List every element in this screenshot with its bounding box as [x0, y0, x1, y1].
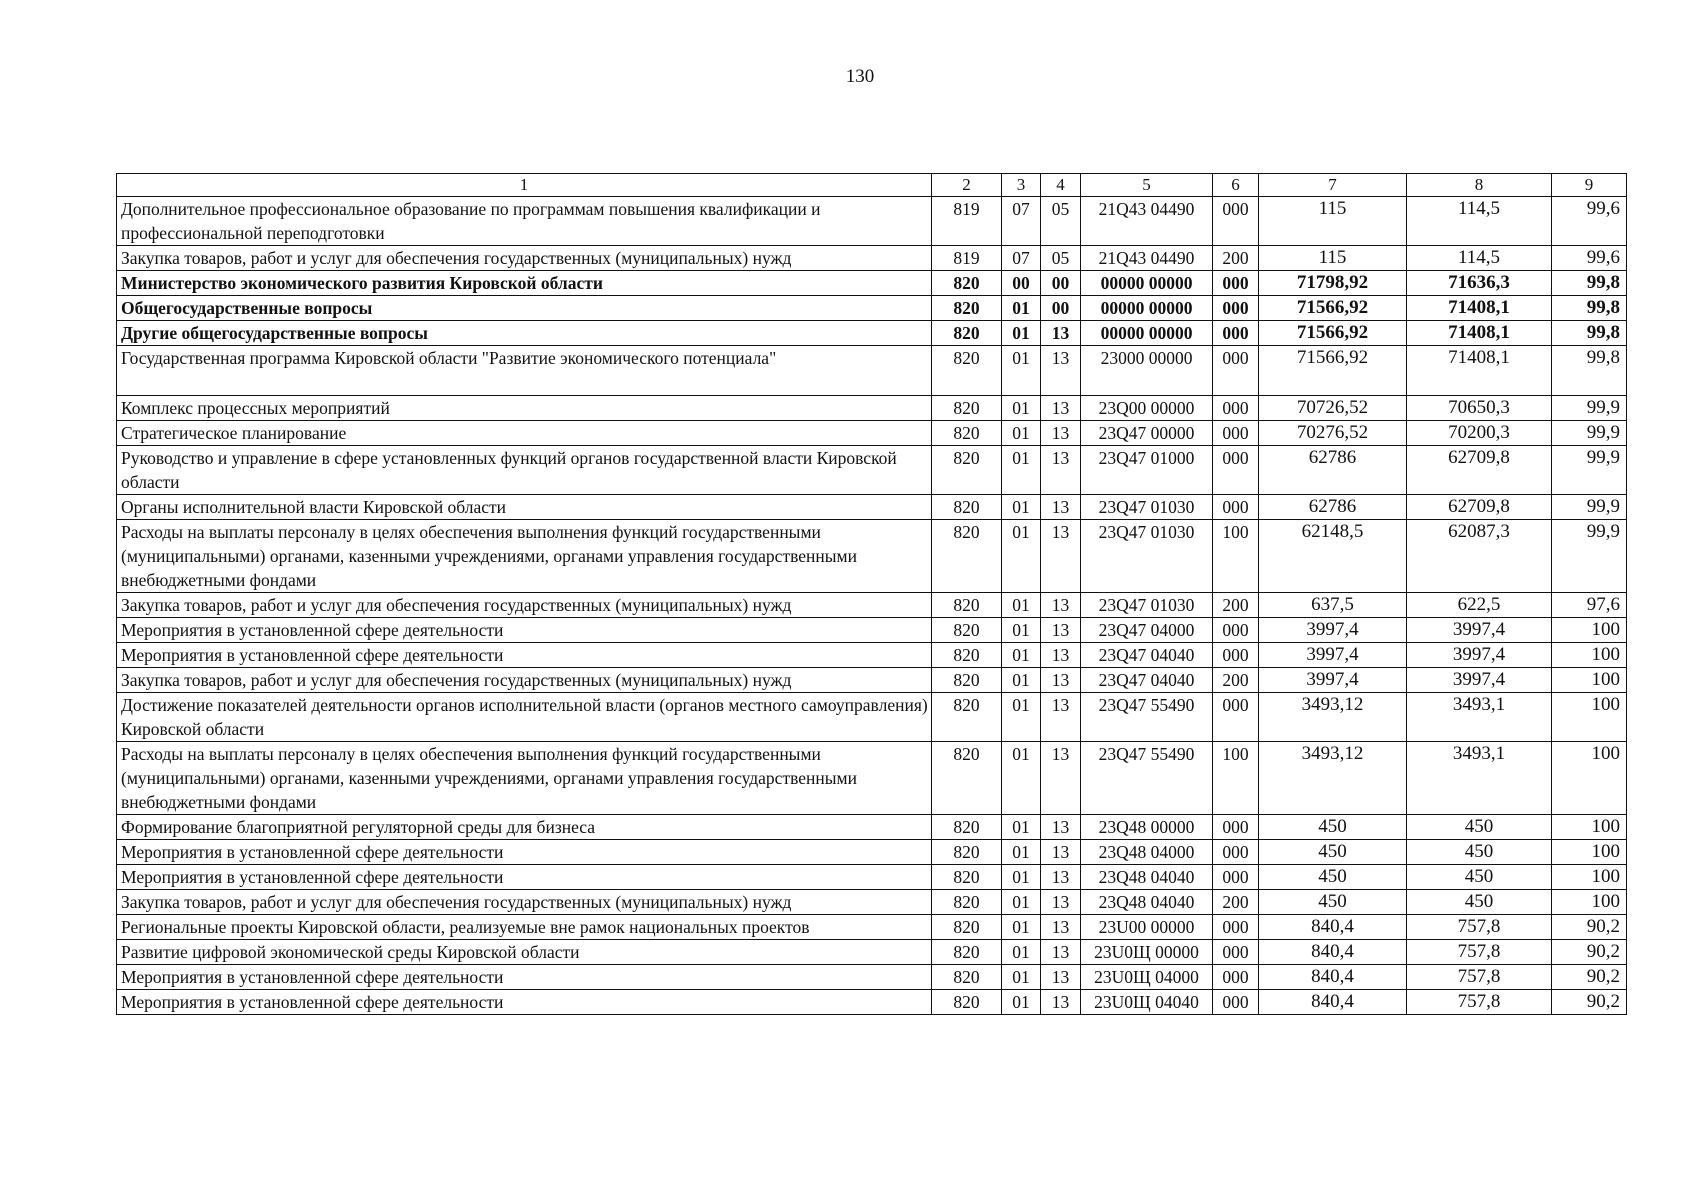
- executed-amount-cell: 450: [1407, 815, 1552, 840]
- row-name-cell: Достижение показателей деятельности органов исполнительной власти (органов местного самоуправления) Кировской области: [117, 693, 932, 742]
- expense-type-cell: 100: [1213, 520, 1259, 593]
- subsection-code-cell: 13: [1041, 495, 1081, 520]
- target-article-cell: 23U0Щ 04040: [1081, 990, 1213, 1015]
- subsection-code-cell: 13: [1041, 618, 1081, 643]
- subsection-code-cell: 13: [1041, 990, 1081, 1015]
- row-name-cell: Мероприятия в установленной сфере деятельности: [117, 965, 932, 990]
- table-row: [117, 815, 1627, 840]
- target-article-cell: 23Q48 04040: [1081, 865, 1213, 890]
- ministry-code-cell: 820: [932, 643, 1002, 668]
- expense-type-cell: 000: [1213, 940, 1259, 965]
- subsection-code-cell: 13: [1041, 815, 1081, 840]
- target-article-cell: 00000 00000: [1081, 321, 1213, 346]
- planned-amount-cell: 450: [1259, 865, 1407, 890]
- expense-type-cell: 200: [1213, 593, 1259, 618]
- table-row: [117, 965, 1627, 990]
- section-code-cell: 01: [1002, 593, 1041, 618]
- planned-amount-cell: 71566,92: [1259, 321, 1407, 346]
- execution-percent-cell: 90,2: [1552, 940, 1627, 965]
- execution-percent-cell: 100: [1552, 840, 1627, 865]
- section-code-cell: 01: [1002, 865, 1041, 890]
- planned-amount-cell: 450: [1259, 890, 1407, 915]
- ministry-code-cell: 820: [932, 668, 1002, 693]
- table-row: [117, 940, 1627, 965]
- execution-percent-cell: 99,6: [1552, 246, 1627, 271]
- executed-amount-cell: 62709,8: [1407, 495, 1552, 520]
- subsection-code-cell: 13: [1041, 668, 1081, 693]
- row-name-cell: Закупка товаров, работ и услуг для обеспечения государственных (муниципальных) нужд: [117, 668, 932, 693]
- executed-amount-cell: 71636,3: [1407, 271, 1552, 296]
- planned-amount-cell: 62786: [1259, 495, 1407, 520]
- row-name-cell: Мероприятия в установленной сфере деятельности: [117, 643, 932, 668]
- expense-type-cell: 200: [1213, 890, 1259, 915]
- row-name-cell: Закупка товаров, работ и услуг для обеспечения государственных (муниципальных) нужд: [117, 246, 932, 271]
- execution-percent-cell: 100: [1552, 618, 1627, 643]
- expense-type-cell: 200: [1213, 668, 1259, 693]
- table-row: [117, 446, 1627, 495]
- section-code-cell: 01: [1002, 815, 1041, 840]
- row-name-cell: Руководство и управление в сфере установленных функций органов государственной власти Кировской области: [117, 446, 932, 495]
- section-code-cell: 07: [1002, 246, 1041, 271]
- row-name-cell: Органы исполнительной власти Кировской области: [117, 495, 932, 520]
- section-code-cell: 01: [1002, 495, 1041, 520]
- target-article-cell: 23Q47 04040: [1081, 643, 1213, 668]
- planned-amount-cell: 71798,92: [1259, 271, 1407, 296]
- target-article-cell: 23Q47 55490: [1081, 742, 1213, 815]
- ministry-code-cell: 820: [932, 520, 1002, 593]
- executed-amount-cell: 114,5: [1407, 246, 1552, 271]
- table-row: [117, 396, 1627, 421]
- table-row: [117, 618, 1627, 643]
- executed-amount-cell: 757,8: [1407, 915, 1552, 940]
- execution-percent-cell: 99,9: [1552, 446, 1627, 495]
- expense-type-cell: 000: [1213, 271, 1259, 296]
- subsection-code-cell: 13: [1041, 446, 1081, 495]
- planned-amount-cell: 71566,92: [1259, 296, 1407, 321]
- execution-percent-cell: 90,2: [1552, 990, 1627, 1015]
- section-code-cell: 01: [1002, 990, 1041, 1015]
- planned-amount-cell: 115: [1259, 197, 1407, 246]
- section-code-cell: 01: [1002, 421, 1041, 446]
- section-code-cell: 01: [1002, 940, 1041, 965]
- execution-percent-cell: 99,8: [1552, 321, 1627, 346]
- subsection-code-cell: 13: [1041, 321, 1081, 346]
- subsection-code-cell: 13: [1041, 965, 1081, 990]
- target-article-cell: 23Q47 04000: [1081, 618, 1213, 643]
- target-article-cell: 23Q47 04040: [1081, 668, 1213, 693]
- ministry-code-cell: 820: [932, 742, 1002, 815]
- subsection-code-cell: 05: [1041, 246, 1081, 271]
- table-row: [117, 915, 1627, 940]
- expense-type-cell: 000: [1213, 815, 1259, 840]
- executed-amount-cell: 70200,3: [1407, 421, 1552, 446]
- target-article-cell: 23Q47 01030: [1081, 495, 1213, 520]
- subsection-code-cell: 13: [1041, 742, 1081, 815]
- row-name-cell: Министерство экономического развития Кировской области: [117, 271, 932, 296]
- target-article-cell: 23Q48 04000: [1081, 840, 1213, 865]
- table-row: [117, 840, 1627, 865]
- subsection-code-cell: 13: [1041, 520, 1081, 593]
- target-article-cell: 00000 00000: [1081, 296, 1213, 321]
- ministry-code-cell: 820: [932, 890, 1002, 915]
- expense-type-cell: 000: [1213, 446, 1259, 495]
- table-row: [117, 346, 1627, 396]
- ministry-code-cell: 820: [932, 815, 1002, 840]
- subsection-code-cell: 13: [1041, 915, 1081, 940]
- column-header-9: 9: [1552, 174, 1627, 197]
- subsection-code-cell: 00: [1041, 271, 1081, 296]
- table-row: [117, 742, 1627, 815]
- subsection-code-cell: 13: [1041, 346, 1081, 396]
- executed-amount-cell: 3997,4: [1407, 643, 1552, 668]
- executed-amount-cell: 757,8: [1407, 990, 1552, 1015]
- row-name-cell: Закупка товаров, работ и услуг для обеспечения государственных (муниципальных) нужд: [117, 593, 932, 618]
- ministry-code-cell: 820: [932, 915, 1002, 940]
- table-row: [117, 668, 1627, 693]
- ministry-code-cell: 820: [932, 321, 1002, 346]
- ministry-code-cell: 820: [932, 446, 1002, 495]
- planned-amount-cell: 637,5: [1259, 593, 1407, 618]
- expense-type-cell: 000: [1213, 693, 1259, 742]
- ministry-code-cell: 820: [932, 296, 1002, 321]
- planned-amount-cell: 62786: [1259, 446, 1407, 495]
- expense-type-cell: 000: [1213, 643, 1259, 668]
- executed-amount-cell: 3997,4: [1407, 618, 1552, 643]
- subsection-code-cell: 13: [1041, 643, 1081, 668]
- target-article-cell: 23Q47 00000: [1081, 421, 1213, 446]
- execution-percent-cell: 90,2: [1552, 965, 1627, 990]
- expense-type-cell: 000: [1213, 915, 1259, 940]
- column-header-8: 8: [1407, 174, 1552, 197]
- subsection-code-cell: 13: [1041, 693, 1081, 742]
- executed-amount-cell: 71408,1: [1407, 321, 1552, 346]
- header-row: [117, 174, 1627, 197]
- planned-amount-cell: 3997,4: [1259, 618, 1407, 643]
- target-article-cell: 23Q47 55490: [1081, 693, 1213, 742]
- target-article-cell: 00000 00000: [1081, 271, 1213, 296]
- executed-amount-cell: 71408,1: [1407, 296, 1552, 321]
- executed-amount-cell: 71408,1: [1407, 346, 1552, 396]
- ministry-code-cell: 820: [932, 840, 1002, 865]
- ministry-code-cell: 820: [932, 271, 1002, 296]
- target-article-cell: 23Q48 00000: [1081, 815, 1213, 840]
- column-header-1: 1: [117, 174, 932, 197]
- table-row: [117, 643, 1627, 668]
- table-row: [117, 246, 1627, 271]
- column-header-6: 6: [1213, 174, 1259, 197]
- column-header-7: 7: [1259, 174, 1407, 197]
- row-name-cell: Мероприятия в установленной сфере деятельности: [117, 865, 932, 890]
- planned-amount-cell: 70726,52: [1259, 396, 1407, 421]
- execution-percent-cell: 99,8: [1552, 296, 1627, 321]
- section-code-cell: 01: [1002, 890, 1041, 915]
- expense-type-cell: 000: [1213, 865, 1259, 890]
- ministry-code-cell: 820: [932, 346, 1002, 396]
- planned-amount-cell: 840,4: [1259, 990, 1407, 1015]
- section-code-cell: 00: [1002, 271, 1041, 296]
- planned-amount-cell: 840,4: [1259, 915, 1407, 940]
- section-code-cell: 01: [1002, 915, 1041, 940]
- execution-percent-cell: 100: [1552, 815, 1627, 840]
- planned-amount-cell: 3997,4: [1259, 643, 1407, 668]
- ministry-code-cell: 820: [932, 965, 1002, 990]
- expense-type-cell: 000: [1213, 421, 1259, 446]
- planned-amount-cell: 840,4: [1259, 940, 1407, 965]
- ministry-code-cell: 820: [932, 618, 1002, 643]
- planned-amount-cell: 71566,92: [1259, 346, 1407, 396]
- execution-percent-cell: 99,8: [1552, 271, 1627, 296]
- expense-type-cell: 100: [1213, 742, 1259, 815]
- row-name-cell: Дополнительное профессиональное образование по программам повышения квалификации и профессиональной переподготовки: [117, 197, 932, 246]
- page-number: 130: [845, 66, 875, 87]
- table-row: [117, 321, 1627, 346]
- target-article-cell: 21Q43 04490: [1081, 197, 1213, 246]
- planned-amount-cell: 450: [1259, 815, 1407, 840]
- section-code-cell: 01: [1002, 693, 1041, 742]
- row-name-cell: Мероприятия в установленной сфере деятельности: [117, 990, 932, 1015]
- executed-amount-cell: 450: [1407, 840, 1552, 865]
- expense-type-cell: 000: [1213, 965, 1259, 990]
- table-body: [117, 197, 1627, 1015]
- section-code-cell: 01: [1002, 396, 1041, 421]
- executed-amount-cell: 3493,1: [1407, 693, 1552, 742]
- ministry-code-cell: 820: [932, 396, 1002, 421]
- table-row: [117, 495, 1627, 520]
- expense-type-cell: 000: [1213, 197, 1259, 246]
- planned-amount-cell: 450: [1259, 840, 1407, 865]
- execution-percent-cell: 90,2: [1552, 915, 1627, 940]
- target-article-cell: 23U0Щ 00000: [1081, 940, 1213, 965]
- expense-type-cell: 000: [1213, 990, 1259, 1015]
- ministry-code-cell: 820: [932, 990, 1002, 1015]
- subsection-code-cell: 13: [1041, 396, 1081, 421]
- table-row: [117, 520, 1627, 593]
- execution-percent-cell: 100: [1552, 693, 1627, 742]
- execution-percent-cell: 99,6: [1552, 197, 1627, 246]
- budget-table: [116, 173, 1627, 1015]
- expense-type-cell: 000: [1213, 321, 1259, 346]
- target-article-cell: 23U0Щ 04000: [1081, 965, 1213, 990]
- row-name-cell: Расходы на выплаты персоналу в целях обеспечения выполнения функций государственными (муниципальными) органами, казенными учреждениями, органами управления государственными внебюджетными фондами: [117, 742, 932, 815]
- expense-type-cell: 000: [1213, 840, 1259, 865]
- subsection-code-cell: 13: [1041, 840, 1081, 865]
- row-name-cell: Комплекс процессных мероприятий: [117, 396, 932, 421]
- planned-amount-cell: 840,4: [1259, 965, 1407, 990]
- section-code-cell: 01: [1002, 446, 1041, 495]
- section-code-cell: 01: [1002, 742, 1041, 815]
- executed-amount-cell: 622,5: [1407, 593, 1552, 618]
- expense-type-cell: 000: [1213, 396, 1259, 421]
- ministry-code-cell: 820: [932, 940, 1002, 965]
- target-article-cell: 23Q47 01030: [1081, 520, 1213, 593]
- row-name-cell: Мероприятия в установленной сфере деятельности: [117, 618, 932, 643]
- section-code-cell: 01: [1002, 321, 1041, 346]
- executed-amount-cell: 757,8: [1407, 940, 1552, 965]
- target-article-cell: 23U00 00000: [1081, 915, 1213, 940]
- executed-amount-cell: 757,8: [1407, 965, 1552, 990]
- column-header-5: 5: [1081, 174, 1213, 197]
- column-header-4: 4: [1041, 174, 1081, 197]
- row-name-cell: Общегосударственные вопросы: [117, 296, 932, 321]
- table-row: [117, 593, 1627, 618]
- planned-amount-cell: 115: [1259, 246, 1407, 271]
- expense-type-cell: 000: [1213, 495, 1259, 520]
- target-article-cell: 23Q47 01030: [1081, 593, 1213, 618]
- expense-type-cell: 000: [1213, 296, 1259, 321]
- planned-amount-cell: 3493,12: [1259, 742, 1407, 815]
- row-name-cell: Формирование благоприятной регуляторной среды для бизнеса: [117, 815, 932, 840]
- ministry-code-cell: 820: [932, 865, 1002, 890]
- row-name-cell: Региональные проекты Кировской области, реализуемые вне рамок национальных проектов: [117, 915, 932, 940]
- planned-amount-cell: 62148,5: [1259, 520, 1407, 593]
- target-article-cell: 23000 00000: [1081, 346, 1213, 396]
- target-article-cell: 23Q00 00000: [1081, 396, 1213, 421]
- subsection-code-cell: 13: [1041, 593, 1081, 618]
- table-row: [117, 865, 1627, 890]
- row-name-cell: Развитие цифровой экономической среды Кировской области: [117, 940, 932, 965]
- ministry-code-cell: 819: [932, 197, 1002, 246]
- execution-percent-cell: 99,9: [1552, 421, 1627, 446]
- ministry-code-cell: 820: [932, 421, 1002, 446]
- subsection-code-cell: 05: [1041, 197, 1081, 246]
- executed-amount-cell: 450: [1407, 865, 1552, 890]
- column-header-2: 2: [932, 174, 1002, 197]
- table-row: [117, 271, 1627, 296]
- row-name-cell: Расходы на выплаты персоналу в целях обеспечения выполнения функций государственными (муниципальными) органами, казенными учреждениями, органами управления государственными внебюджетными фондами: [117, 520, 932, 593]
- execution-percent-cell: 99,9: [1552, 520, 1627, 593]
- ministry-code-cell: 820: [932, 495, 1002, 520]
- table-row: [117, 693, 1627, 742]
- executed-amount-cell: 114,5: [1407, 197, 1552, 246]
- executed-amount-cell: 3997,4: [1407, 668, 1552, 693]
- section-code-cell: 01: [1002, 965, 1041, 990]
- executed-amount-cell: 3493,1: [1407, 742, 1552, 815]
- planned-amount-cell: 70276,52: [1259, 421, 1407, 446]
- ministry-code-cell: 820: [932, 693, 1002, 742]
- execution-percent-cell: 99,9: [1552, 396, 1627, 421]
- execution-percent-cell: 100: [1552, 643, 1627, 668]
- row-name-cell: Государственная программа Кировской области "Развитие экономического потенциала": [117, 346, 932, 396]
- ministry-code-cell: 820: [932, 593, 1002, 618]
- column-header-3: 3: [1002, 174, 1041, 197]
- execution-percent-cell: 100: [1552, 668, 1627, 693]
- executed-amount-cell: 70650,3: [1407, 396, 1552, 421]
- execution-percent-cell: 99,9: [1552, 495, 1627, 520]
- section-code-cell: 01: [1002, 296, 1041, 321]
- execution-percent-cell: 100: [1552, 890, 1627, 915]
- row-name-cell: Стратегическое планирование: [117, 421, 932, 446]
- section-code-cell: 01: [1002, 668, 1041, 693]
- expense-type-cell: 200: [1213, 246, 1259, 271]
- executed-amount-cell: 62709,8: [1407, 446, 1552, 495]
- target-article-cell: 21Q43 04490: [1081, 246, 1213, 271]
- section-code-cell: 01: [1002, 618, 1041, 643]
- table-row: [117, 990, 1627, 1015]
- table-row: [117, 890, 1627, 915]
- subsection-code-cell: 13: [1041, 890, 1081, 915]
- execution-percent-cell: 97,6: [1552, 593, 1627, 618]
- section-code-cell: 01: [1002, 520, 1041, 593]
- section-code-cell: 01: [1002, 346, 1041, 396]
- planned-amount-cell: 3997,4: [1259, 668, 1407, 693]
- target-article-cell: 23Q47 01000: [1081, 446, 1213, 495]
- table-row: [117, 197, 1627, 246]
- table-row: [117, 296, 1627, 321]
- row-name-cell: Закупка товаров, работ и услуг для обеспечения государственных (муниципальных) нужд: [117, 890, 932, 915]
- planned-amount-cell: 3493,12: [1259, 693, 1407, 742]
- ministry-code-cell: 819: [932, 246, 1002, 271]
- subsection-code-cell: 13: [1041, 421, 1081, 446]
- section-code-cell: 07: [1002, 197, 1041, 246]
- row-name-cell: Другие общегосударственные вопросы: [117, 321, 932, 346]
- execution-percent-cell: 100: [1552, 742, 1627, 815]
- subsection-code-cell: 13: [1041, 940, 1081, 965]
- table-row: [117, 421, 1627, 446]
- section-code-cell: 01: [1002, 643, 1041, 668]
- section-code-cell: 01: [1002, 840, 1041, 865]
- row-name-cell: Мероприятия в установленной сфере деятельности: [117, 840, 932, 865]
- target-article-cell: 23Q48 04040: [1081, 890, 1213, 915]
- subsection-code-cell: 00: [1041, 296, 1081, 321]
- subsection-code-cell: 13: [1041, 865, 1081, 890]
- execution-percent-cell: 99,8: [1552, 346, 1627, 396]
- expense-type-cell: 000: [1213, 618, 1259, 643]
- execution-percent-cell: 100: [1552, 865, 1627, 890]
- expense-type-cell: 000: [1213, 346, 1259, 396]
- executed-amount-cell: 450: [1407, 890, 1552, 915]
- executed-amount-cell: 62087,3: [1407, 520, 1552, 593]
